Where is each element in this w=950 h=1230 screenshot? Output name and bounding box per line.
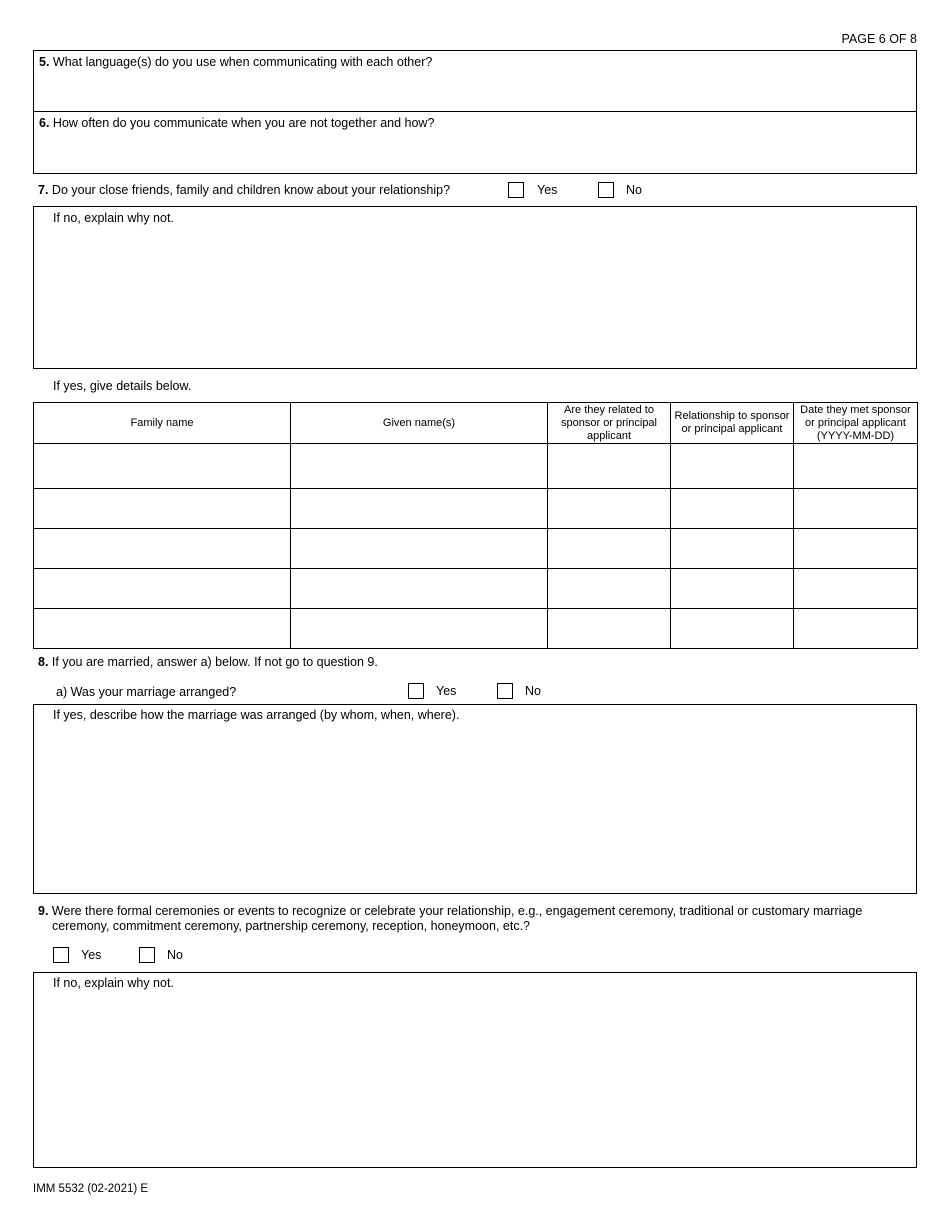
q8-no-checkbox[interactable] bbox=[497, 683, 513, 699]
given-names-input[interactable] bbox=[291, 529, 547, 568]
q8-if-yes-hint: If yes, describe how the marriage was arranged (by whom, when, where). bbox=[53, 708, 460, 722]
q5-question bbox=[39, 55, 432, 69]
date-met-input[interactable] bbox=[794, 609, 917, 648]
q7-if-yes-hint: If yes, give details below. bbox=[53, 379, 192, 393]
table-cell bbox=[794, 529, 918, 569]
q7-explain-field[interactable] bbox=[34, 229, 916, 368]
table-cell bbox=[34, 529, 291, 569]
q7-if-no-hint: If no, explain why not. bbox=[53, 211, 174, 225]
q7-explain-box[interactable] bbox=[33, 206, 917, 369]
table-cell bbox=[671, 444, 794, 489]
relationship-input[interactable] bbox=[671, 609, 793, 648]
table-row bbox=[34, 489, 918, 529]
q7-yes-checkbox[interactable] bbox=[508, 182, 524, 198]
table-row bbox=[34, 569, 918, 609]
q6-answer-box[interactable] bbox=[33, 111, 917, 174]
q5-text: What language(s) do you use when communicating with each other? bbox=[52, 55, 433, 69]
table-cell bbox=[671, 569, 794, 609]
q9-text-line2: ceremony, commitment ceremony, partnership ceremony, reception, honeymoon, etc.? bbox=[52, 919, 530, 933]
q9-explain-box[interactable] bbox=[33, 972, 917, 1168]
q9-question bbox=[38, 904, 862, 918]
q5-answer-box[interactable] bbox=[33, 50, 917, 112]
date-met-input[interactable] bbox=[794, 444, 917, 488]
relationship-input[interactable] bbox=[671, 569, 793, 608]
q8a-question: a) Was your marriage arranged? bbox=[56, 685, 237, 699]
relationship-input[interactable] bbox=[671, 444, 793, 488]
q9-no-label: No bbox=[167, 948, 183, 962]
q9-explain-field[interactable] bbox=[34, 995, 916, 1167]
col-header-relationship: Relationship to sponsor or principal applicant bbox=[671, 403, 794, 444]
col-header-related: Are they related to sponsor or principal applicant bbox=[548, 403, 671, 444]
related-input[interactable] bbox=[548, 489, 670, 528]
given-names-input[interactable] bbox=[291, 444, 547, 488]
table-cell bbox=[794, 609, 918, 649]
table-row bbox=[34, 444, 918, 489]
table-cell bbox=[291, 569, 548, 609]
table-cell bbox=[671, 609, 794, 649]
q8-question bbox=[38, 655, 378, 669]
q8-yes-checkbox[interactable] bbox=[408, 683, 424, 699]
table-cell bbox=[548, 529, 671, 569]
q8-no-label: No bbox=[525, 684, 541, 698]
q7-yes-label: Yes bbox=[537, 183, 558, 197]
relationship-input[interactable] bbox=[671, 529, 793, 568]
related-input[interactable] bbox=[548, 609, 670, 648]
date-met-input[interactable] bbox=[794, 489, 917, 528]
table-cell bbox=[291, 609, 548, 649]
q7-no-label: No bbox=[626, 183, 642, 197]
given-names-input[interactable] bbox=[291, 569, 547, 608]
table-row bbox=[34, 609, 918, 649]
table-cell bbox=[548, 444, 671, 489]
q5-answer-field[interactable] bbox=[34, 73, 916, 111]
q8-number: 8. bbox=[38, 655, 49, 669]
table-cell bbox=[291, 489, 548, 529]
table-cell bbox=[34, 569, 291, 609]
details-table-header-row bbox=[34, 403, 918, 444]
q9-text-line1: Were there formal ceremonies or events to recognize or celebrate your relationship, e.g., engagement ceremony, traditional or customary marriage bbox=[51, 904, 863, 918]
table-cell bbox=[548, 609, 671, 649]
table-cell bbox=[794, 489, 918, 529]
table-cell bbox=[548, 569, 671, 609]
q6-answer-field[interactable] bbox=[34, 134, 916, 173]
q7-text: Do your close friends, family and children know about your relationship? bbox=[51, 183, 451, 197]
form-identifier: IMM 5532 (02-2021) E bbox=[33, 1183, 149, 1195]
q9-no-checkbox[interactable] bbox=[139, 947, 155, 963]
related-input[interactable] bbox=[548, 444, 670, 488]
q7-number: 7. bbox=[38, 183, 49, 197]
table-cell bbox=[34, 489, 291, 529]
family-name-input[interactable] bbox=[34, 529, 290, 568]
q9-if-no-hint: If no, explain why not. bbox=[53, 976, 174, 990]
table-cell bbox=[291, 444, 548, 489]
page-indicator: PAGE 6 OF 8 bbox=[841, 32, 917, 46]
q8-describe-field[interactable] bbox=[34, 727, 916, 893]
table-cell bbox=[34, 444, 291, 489]
given-names-input[interactable] bbox=[291, 609, 547, 648]
table-cell bbox=[794, 569, 918, 609]
relationship-input[interactable] bbox=[671, 489, 793, 528]
table-cell bbox=[291, 529, 548, 569]
date-met-input[interactable] bbox=[794, 569, 917, 608]
q7-question bbox=[38, 183, 450, 197]
q5-number: 5. bbox=[39, 55, 50, 69]
q9-number: 9. bbox=[38, 904, 49, 918]
q6-text: How often do you communicate when you are not together and how? bbox=[52, 116, 435, 130]
q8-describe-box[interactable] bbox=[33, 704, 917, 894]
table-row bbox=[34, 529, 918, 569]
q9-yes-label: Yes bbox=[81, 948, 102, 962]
table-cell bbox=[34, 609, 291, 649]
q6-number: 6. bbox=[39, 116, 50, 130]
given-names-input[interactable] bbox=[291, 489, 547, 528]
col-header-date-met: Date they met sponsor or principal applicant (YYYY-MM-DD) bbox=[794, 403, 918, 444]
family-name-input[interactable] bbox=[34, 489, 290, 528]
table-cell bbox=[548, 489, 671, 529]
q9-yes-checkbox[interactable] bbox=[53, 947, 69, 963]
details-table bbox=[33, 402, 918, 649]
q8-yes-label: Yes bbox=[436, 684, 457, 698]
family-name-input[interactable] bbox=[34, 444, 290, 488]
related-input[interactable] bbox=[548, 569, 670, 608]
family-name-input[interactable] bbox=[34, 609, 290, 648]
q6-question bbox=[39, 116, 434, 130]
date-met-input[interactable] bbox=[794, 529, 917, 568]
table-cell bbox=[671, 489, 794, 529]
q8-text: If you are married, answer a) below. If not go to question 9. bbox=[51, 655, 378, 669]
table-cell bbox=[794, 444, 918, 489]
related-input[interactable] bbox=[548, 529, 670, 568]
col-header-family-name: Family name bbox=[34, 403, 291, 444]
q7-no-checkbox[interactable] bbox=[598, 182, 614, 198]
table-cell bbox=[671, 529, 794, 569]
family-name-input[interactable] bbox=[34, 569, 290, 608]
col-header-given-names: Given name(s) bbox=[291, 403, 548, 444]
